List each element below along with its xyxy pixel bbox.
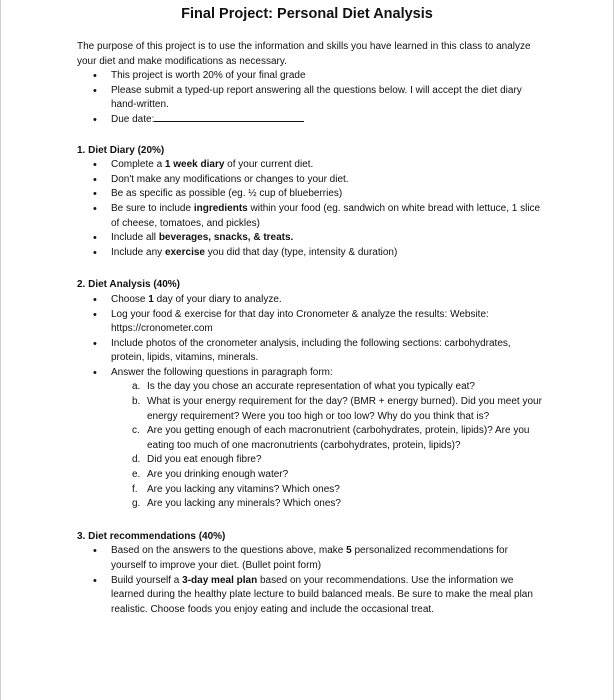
due-date-label: Due date: xyxy=(111,113,155,125)
question-text: What is your energy requirement for the day? (BMR + energy burned). Did you meet your energy requirement? Were you too high or too low? Why do you think that is? xyxy=(147,396,542,422)
question-item xyxy=(132,453,545,468)
text: Be sure to include xyxy=(111,202,194,214)
question-label: a. xyxy=(132,381,141,393)
question-label: e. xyxy=(132,469,141,481)
question-text: Are you lacking any minerals? Which ones? xyxy=(147,498,341,510)
text: within your food (eg. sandwich on white bread with lettuce, 1 slice of cheese, tomatoes, and pickles) xyxy=(111,202,541,229)
due-date-blank-line xyxy=(154,113,304,122)
text: day of your diary to analyze. xyxy=(153,293,282,305)
bold-text: 5 xyxy=(346,545,352,557)
list-item: • Include photos of the cronometer analysis, including the following sections: carbohydrates, protein, lipids, vitamins, minerals. xyxy=(111,337,545,366)
section-1-heading: 1. Diet Diary (20%) xyxy=(77,144,165,156)
list-item: • Be as specific as possible (eg. ½ cup of blueberries) xyxy=(111,187,545,202)
question-text: Is the day you chose an accurate representation of what you typically eat? xyxy=(147,381,475,393)
question-item xyxy=(132,380,545,395)
text: Include any xyxy=(111,246,165,258)
text: Answer the following questions in paragraph form: xyxy=(111,366,333,378)
list-item xyxy=(111,158,545,173)
question-list xyxy=(111,380,545,511)
question-text: Are you getting enough of each macronutrient (carbohydrates, protein, lipids)? Are you eating too much of one macronutrients (carbohydrates, protein, lipids)? xyxy=(147,425,530,451)
text: Include all xyxy=(111,232,159,244)
list-item xyxy=(111,544,545,573)
page-title: Final Project: Personal Diet Analysis xyxy=(181,6,433,22)
list-item xyxy=(111,231,545,246)
question-label: d. xyxy=(132,454,141,466)
text: you did that day (type, intensity & duration) xyxy=(204,246,398,258)
text: Complete a xyxy=(111,159,165,171)
question-label: f. xyxy=(132,483,138,495)
list-item xyxy=(111,246,545,261)
intro-paragraph: The purpose of this project is to use the information and skills you have learned in this class to analyze your diet and make modifications as necessary. xyxy=(77,41,531,67)
question-item xyxy=(132,395,545,424)
bold-text: 1 week diary xyxy=(164,159,225,171)
list-item: • Please submit a typed-up report answering all the questions below. I will accept the diet diary hand-written. xyxy=(111,84,545,113)
question-item xyxy=(132,483,545,498)
text: Based on the answers to the questions above, make xyxy=(111,545,347,557)
bold-text: exercise xyxy=(164,246,205,258)
text: based on your recommendations. Use the information we learned during the healthy plate lecture to build balanced meals. Be sure to make the meal plan realistic. Choose foods you enjoy eating and include the occasional treat. xyxy=(111,574,533,615)
question-text: Are you lacking any vitamins? Which ones? xyxy=(147,483,340,495)
list-item: • This project is worth 20% of your final grade xyxy=(111,69,545,84)
question-text: Are you drinking enough water? xyxy=(147,469,289,481)
section-2-heading: 2. Diet Analysis (40%) xyxy=(77,279,181,291)
text: Choose xyxy=(111,293,149,305)
question-label: b. xyxy=(132,396,141,408)
text: personalized recommendations for yourself to improve your diet. (Bullet point form) xyxy=(111,545,508,571)
section-1-bullet-list xyxy=(77,158,545,260)
section-2-bullet-list xyxy=(77,293,545,512)
question-label: g. xyxy=(132,498,141,510)
question-item xyxy=(132,424,545,453)
list-item xyxy=(111,202,545,231)
text: Build yourself a xyxy=(111,574,183,586)
section-3-bullet-list xyxy=(77,544,545,617)
list-item xyxy=(111,574,545,618)
question-text: Did you eat enough fibre? xyxy=(147,454,262,466)
bold-text: beverages, snacks, & treats. xyxy=(158,232,294,244)
question-item xyxy=(132,497,545,512)
section-3-heading: 3. Diet recommendations (40%) xyxy=(77,530,226,542)
list-item xyxy=(111,113,545,128)
bold-text: 1 xyxy=(148,293,154,305)
list-item: • Log your food & exercise for that day into Cronometer & analyze the results: Website: https://cronometer.com xyxy=(111,308,545,337)
question-label: c. xyxy=(132,425,140,437)
list-item xyxy=(111,293,545,308)
list-item xyxy=(111,366,545,512)
bold-text: 3-day meal plan xyxy=(182,574,258,586)
question-item xyxy=(132,468,545,483)
intro-bullet-list xyxy=(77,69,545,127)
bold-text: ingredients xyxy=(193,202,248,214)
text: of your current diet. xyxy=(224,159,314,171)
list-item: • Don't make any modifications or changes to your diet. xyxy=(111,173,545,188)
document-body xyxy=(77,40,545,617)
